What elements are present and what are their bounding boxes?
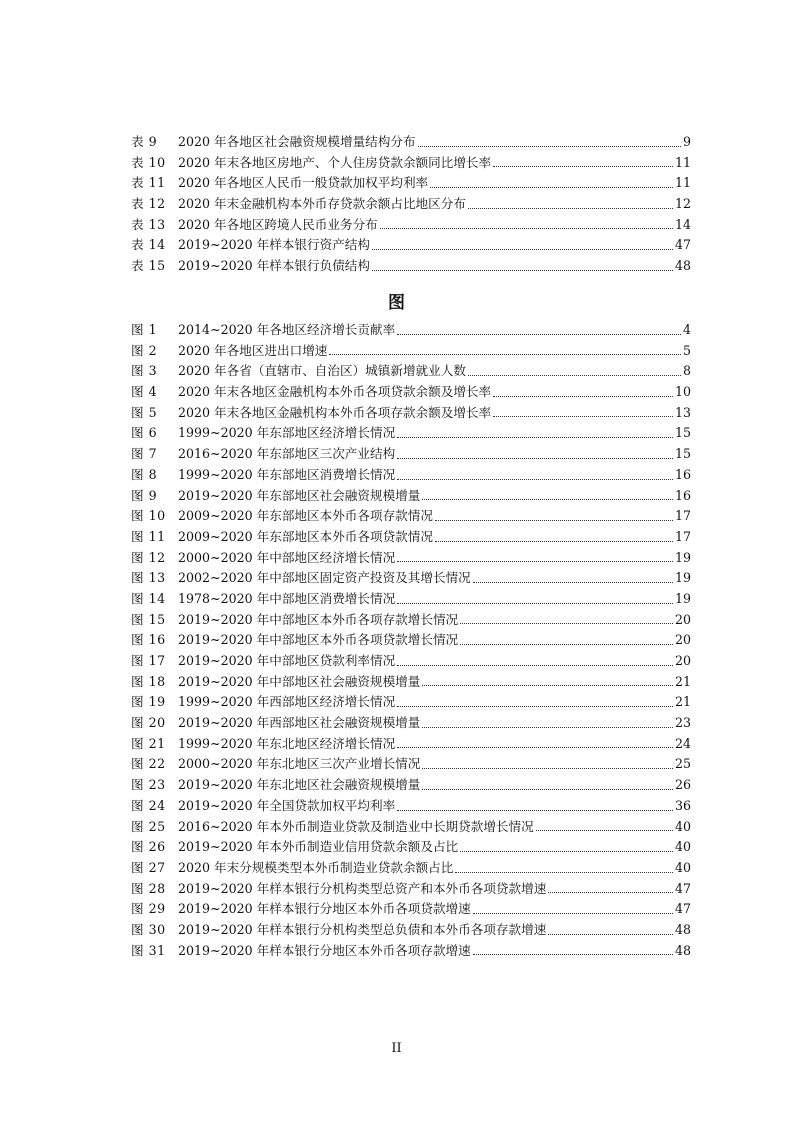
- entry-title: 2020 年各地区跨境人民币业务分布: [178, 216, 378, 232]
- figure-entry[interactable]: [131, 713, 691, 734]
- entry-page-number: 20: [674, 653, 691, 668]
- dot-leader: [435, 519, 673, 521]
- entry-page-number: 10: [674, 384, 691, 400]
- dot-leader: [397, 664, 673, 666]
- figure-entry[interactable]: [131, 796, 691, 817]
- entry-title: 2009~2020 年东部地区本外币各项贷款情况: [178, 528, 433, 544]
- dot-leader: [460, 622, 673, 624]
- figure-entry[interactable]: [131, 837, 691, 858]
- entry-number: 图 14: [131, 590, 166, 606]
- entry-number: 表 14: [131, 237, 166, 253]
- table-entry[interactable]: [131, 194, 691, 215]
- figure-entry[interactable]: [131, 692, 691, 713]
- dot-leader: [455, 871, 673, 873]
- entry-page-number: 17: [674, 528, 691, 544]
- entry-title: 1978~2020 年中部地区消费增长情况: [178, 590, 396, 606]
- entry-number: 图 9: [131, 487, 158, 503]
- entry-page-number: 21: [674, 694, 691, 710]
- entry-page-number: 40: [674, 839, 691, 855]
- entry-title: 2019~2020 年样本银行分地区本外币各项存款增速: [178, 942, 471, 958]
- figure-entry[interactable]: [131, 465, 691, 486]
- entry-title: 1999~2020 年西部地区经济增长情况: [178, 694, 396, 710]
- figure-entry[interactable]: [131, 568, 691, 589]
- entry-title: 2020 年各地区社会融资规模增量结构分布: [178, 134, 416, 149]
- dot-leader: [372, 269, 673, 271]
- entry-number: 表 10: [131, 154, 166, 170]
- entry-number: 图 8: [131, 466, 158, 482]
- entry-number: 图 20: [131, 715, 166, 731]
- entry-page-number: 19: [674, 590, 691, 606]
- entry-number: 图 19: [131, 694, 166, 710]
- entry-page-number: 23: [674, 715, 691, 731]
- entry-page-number: 25: [674, 756, 691, 772]
- dot-leader: [397, 478, 673, 480]
- figure-entry[interactable]: [131, 775, 691, 796]
- entry-page-number: 15: [674, 446, 691, 462]
- entry-number: 表 15: [131, 258, 166, 274]
- dot-leader: [460, 643, 673, 645]
- entry-title: 2014~2020 年各地区经济增长贡献率: [178, 322, 396, 337]
- figure-entry[interactable]: [131, 486, 691, 507]
- entry-page-number: 19: [674, 570, 691, 586]
- entry-number: 图 24: [131, 797, 166, 813]
- dot-leader: [397, 436, 673, 438]
- entry-page-number: 40: [674, 818, 691, 834]
- entry-title: 2019~2020 年样本银行分机构类型总负债和本外币各项存款增速: [178, 921, 547, 937]
- dot-leader: [329, 353, 681, 355]
- dot-leader: [397, 560, 673, 562]
- entry-title: 2016~2020 年本外币制造业贷款及制造业中长期贷款增长情况: [178, 818, 534, 834]
- entry-title: 2020 年各地区进出口增速: [178, 342, 328, 358]
- page-number: II: [391, 1041, 402, 1056]
- figure-entry[interactable]: [131, 858, 691, 879]
- entry-page-number: 20: [674, 611, 691, 627]
- figure-entry[interactable]: [131, 651, 691, 672]
- figure-entry[interactable]: [131, 361, 691, 382]
- dot-leader: [473, 953, 673, 955]
- dot-leader: [397, 333, 681, 335]
- entry-page-number: 47: [674, 237, 691, 253]
- figure-entry[interactable]: [131, 899, 691, 920]
- figure-entry[interactable]: [131, 610, 691, 631]
- figure-entry[interactable]: [131, 734, 691, 755]
- entry-title: 2000~2020 年中部地区经济增长情况: [178, 549, 396, 565]
- entry-number: 图 6: [131, 425, 158, 441]
- entry-title: 2019~2020 年全国贷款加权平均利率: [178, 797, 396, 813]
- entry-page-number: 16: [674, 466, 691, 482]
- entry-number: 图 22: [131, 756, 166, 772]
- entry-title: 2020 年末分规模类型本外币制造业贷款余额占比: [178, 859, 454, 875]
- dot-leader: [418, 145, 681, 147]
- dot-leader: [397, 809, 673, 811]
- entry-title: 2020 年末各地区房地产、个人住房贷款余额同比增长率: [178, 154, 492, 170]
- figure-entry[interactable]: [131, 672, 691, 693]
- entry-number: 图 21: [131, 735, 166, 751]
- dot-leader: [430, 186, 673, 188]
- entry-number: 图 26: [131, 839, 166, 855]
- dot-leader: [422, 684, 673, 686]
- figure-entry[interactable]: [131, 527, 691, 548]
- entry-page-number: 14: [674, 216, 691, 232]
- entry-title: 2019~2020 年东部地区社会融资规模增量: [178, 487, 421, 503]
- entry-number: 表 11: [131, 175, 166, 191]
- entry-number: 图 29: [131, 901, 166, 917]
- table-list: [131, 132, 691, 277]
- entry-page-number: 5: [682, 342, 691, 358]
- entry-number: 图 4: [131, 384, 158, 400]
- entry-page-number: 17: [674, 508, 691, 524]
- figure-list: [131, 320, 691, 961]
- entry-title: 2019~2020 年中部地区社会融资规模增量: [178, 673, 421, 689]
- figure-entry[interactable]: [131, 754, 691, 775]
- dot-leader: [380, 227, 673, 229]
- entry-page-number: 15: [674, 425, 691, 441]
- entry-number: 图 27: [131, 859, 166, 875]
- entry-number: 图 11: [131, 528, 166, 544]
- entry-number: 图 5: [131, 404, 158, 420]
- figure-entry[interactable]: [131, 341, 691, 362]
- figure-entry[interactable]: [131, 941, 691, 962]
- entry-page-number: 16: [674, 487, 691, 503]
- entry-page-number: 48: [674, 921, 691, 937]
- entry-number: 图 25: [131, 818, 166, 834]
- dot-leader: [548, 933, 673, 935]
- entry-title: 2019~2020 年东北地区社会融资规模增量: [178, 777, 421, 793]
- entry-page-number: 24: [674, 735, 691, 751]
- entry-number: 图 1: [131, 322, 158, 337]
- entry-title: 2000~2020 年东北地区三次产业增长情况: [178, 756, 421, 772]
- entry-title: 2019~2020 年本外币制造业信用贷款余额及占比: [178, 839, 459, 855]
- dot-leader: [397, 705, 673, 707]
- dot-leader: [397, 746, 673, 748]
- entry-title: 2019~2020 年样本银行资产结构: [178, 237, 370, 253]
- dot-leader: [422, 498, 673, 500]
- figure-entry[interactable]: [131, 444, 691, 465]
- entry-title: 2020 年末各地区金融机构本外币各项贷款余额及增长率: [178, 384, 492, 400]
- entry-title: 1999~2020 年东部地区消费增长情况: [178, 466, 396, 482]
- entry-title: 2009~2020 年东部地区本外币各项存款情况: [178, 508, 433, 524]
- entry-page-number: 48: [674, 942, 691, 958]
- dot-leader: [372, 248, 673, 250]
- dot-leader: [493, 165, 673, 167]
- entry-title: 2019~2020 年样本银行分地区本外币各项贷款增速: [178, 901, 471, 917]
- entry-number: 表 12: [131, 196, 166, 212]
- entry-title: 2020 年各省（直辖市、自治区）城镇新增就业人数: [178, 363, 466, 379]
- entry-number: 图 2: [131, 342, 158, 358]
- figure-entry[interactable]: [131, 630, 691, 651]
- dot-leader: [473, 581, 673, 583]
- entry-title: 1999~2020 年东北地区经济增长情况: [178, 735, 396, 751]
- entry-number: 图 12: [131, 549, 166, 565]
- entry-number: 图 15: [131, 611, 166, 627]
- entry-number: 表 9: [131, 134, 158, 149]
- dot-leader: [397, 457, 673, 459]
- entry-title: 2020 年各地区人民币一般贷款加权平均利率: [178, 175, 429, 191]
- dot-leader: [468, 207, 673, 209]
- figure-entry[interactable]: [131, 879, 691, 900]
- figure-entry[interactable]: [131, 589, 691, 610]
- figure-entry[interactable]: [131, 920, 691, 941]
- dot-leader: [473, 912, 673, 914]
- entry-number: 图 10: [131, 508, 166, 524]
- entry-number: 图 31: [131, 942, 166, 958]
- entry-title: 1999~2020 年东部地区经济增长情况: [178, 425, 396, 441]
- table-entry[interactable]: [131, 215, 691, 236]
- entry-page-number: 8: [682, 363, 691, 379]
- figure-entry[interactable]: [131, 382, 691, 403]
- entry-page-number: 11: [674, 154, 691, 170]
- table-entry[interactable]: [131, 173, 691, 194]
- dot-leader: [493, 395, 673, 397]
- entry-number: 图 16: [131, 632, 166, 648]
- entry-title: 2019~2020 年中部地区本外币各项存款增长情况: [178, 611, 459, 627]
- dot-leader: [435, 540, 673, 542]
- entry-number: 图 13: [131, 570, 166, 586]
- entry-number: 图 30: [131, 921, 166, 937]
- entry-title: 2019~2020 年样本银行分机构类型总资产和本外币各项贷款增速: [178, 880, 547, 896]
- dot-leader: [422, 767, 673, 769]
- entry-page-number: 21: [674, 673, 691, 689]
- entry-number: 图 23: [131, 777, 166, 793]
- entry-title: 2019~2020 年样本银行负债结构: [178, 258, 370, 274]
- dot-leader: [548, 891, 673, 893]
- entry-page-number: 11: [674, 175, 691, 191]
- entry-number: 图 7: [131, 446, 158, 462]
- figures-heading: 图: [388, 293, 405, 313]
- entry-number: 图 3: [131, 363, 158, 379]
- figure-entry[interactable]: [131, 506, 691, 527]
- entry-title: 2016~2020 年东部地区三次产业结构: [178, 446, 396, 462]
- entry-page-number: 19: [674, 549, 691, 565]
- entry-number: 图 17: [131, 653, 166, 668]
- entry-number: 图 18: [131, 673, 166, 689]
- dot-leader: [397, 602, 673, 604]
- dot-leader: [493, 415, 673, 417]
- entry-page-number: 12: [674, 196, 691, 212]
- table-entry[interactable]: [131, 153, 691, 174]
- figure-entry[interactable]: [131, 548, 691, 569]
- entry-title: 2019~2020 年西部地区社会融资规模增量: [178, 715, 421, 731]
- entry-title: 2020 年末金融机构本外币存贷款余额占比地区分布: [178, 196, 466, 212]
- dot-leader: [460, 850, 673, 852]
- entry-page-number: 20: [674, 632, 691, 648]
- figure-entry[interactable]: [131, 423, 691, 444]
- table-entry[interactable]: [131, 235, 691, 256]
- entry-page-number: 40: [674, 859, 691, 875]
- entry-number: 图 28: [131, 880, 166, 896]
- entry-page-number: 9: [682, 134, 691, 149]
- entry-title: 2002~2020 年中部地区固定资产投资及其增长情况: [178, 570, 471, 586]
- entry-page-number: 36: [674, 797, 691, 813]
- entry-number: 表 13: [131, 216, 166, 232]
- entry-title: 2020 年末各地区金融机构本外币各项存款余额及增长率: [178, 404, 492, 420]
- figure-entry[interactable]: [131, 403, 691, 424]
- entry-page-number: 26: [674, 777, 691, 793]
- table-entry[interactable]: [131, 132, 691, 153]
- entry-page-number: 47: [674, 901, 691, 917]
- table-entry[interactable]: [131, 256, 691, 277]
- figure-entry[interactable]: [131, 320, 691, 341]
- entry-page-number: 47: [674, 880, 691, 896]
- entry-page-number: 48: [674, 258, 691, 274]
- entry-title: 2019~2020 年中部地区贷款利率情况: [178, 653, 396, 668]
- entry-title: 2019~2020 年中部地区本外币各项贷款增长情况: [178, 632, 459, 648]
- entry-page-number: 13: [674, 404, 691, 420]
- entry-page-number: 4: [682, 322, 691, 337]
- dot-leader: [468, 374, 681, 376]
- dot-leader: [422, 788, 673, 790]
- figure-entry[interactable]: [131, 817, 691, 838]
- dot-leader: [536, 829, 673, 831]
- dot-leader: [422, 726, 673, 728]
